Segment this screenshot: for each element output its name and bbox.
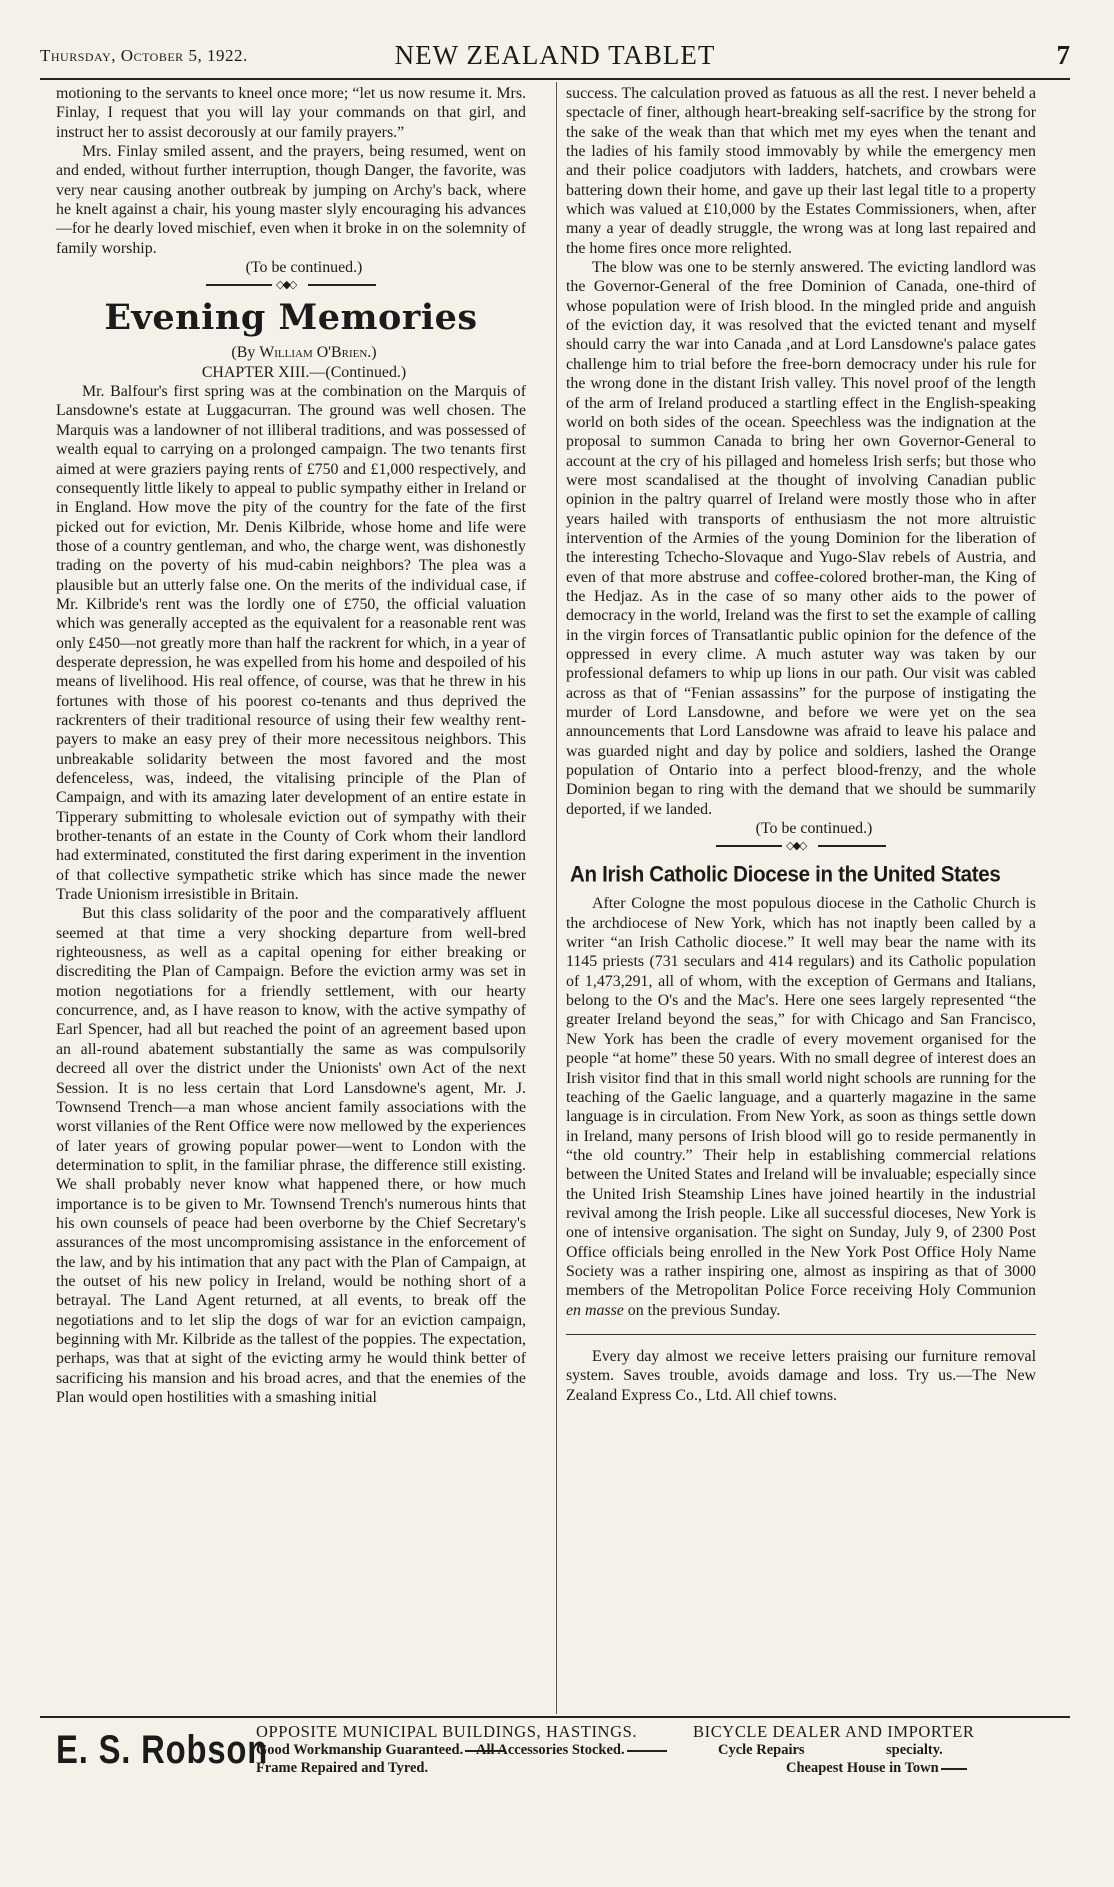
article-paragraph: success. The calculation proved as fatuous as all the rest. I never beheld a spectacle of finer, although heart-breaking self-sacrifice by the strong for the sake of the weak than that which met my eyes when the tenant and the ladies of his family stood immovably by while the emergency men and their police coadjutors with ladders, hatchets, and crowbars were battering down their home, and gave up their last legal title to a property which was valued at £10,000 by the Estates Commissioners, when, after many a year of deadly struggle, the wrong was at long last repaired and the home fires once more relighted.	[566, 85, 1036, 257]
chapter-heading: CHAPTER XIII.—(Continued.)	[201, 363, 407, 381]
footer-rule	[40, 1716, 1070, 1718]
section-ornament	[716, 840, 886, 852]
advert-cheapest	[786, 1760, 969, 1777]
serial-paragraph: motioning to the servants to kneel once more; “let us now resume it. Mrs. Finlay, I request that you will lay your commands on that girl, and instruct her to assist decorously at our family prayers.”	[56, 85, 526, 141]
byline-suffix: )	[371, 344, 377, 362]
ornament-rule	[308, 284, 376, 286]
right-column	[566, 84, 1036, 1405]
article-title-irish-diocese: An Irish Catholic Diocese in the United States	[570, 862, 1001, 888]
serial-paragraph: Mrs. Finlay smiled assent, and the prayers, being resumed, went on and ended, without further interruption, though Danger, the favorite, was very near causing another outbreak by jumping on Archy's back, where he knelt against a chair, his young master slyly encouraging his advances—for he dearly loved mischief, even when it broke in on the solemnity of family worship.	[56, 143, 526, 257]
byline-prefix: (By	[231, 344, 260, 362]
article-title-evening-memories: Evening Memories	[104, 297, 478, 339]
advertiser-trade: BICYCLE DEALER AND IMPORTER	[693, 1722, 975, 1741]
left-column	[56, 84, 526, 1407]
advert-accessories	[476, 1742, 669, 1759]
ornament-diamonds: ◇◆◇	[786, 840, 806, 853]
advert-guarantee-text: Good Workmanship Guaranteed.	[256, 1742, 464, 1758]
masthead-rule	[40, 78, 1070, 80]
ornament-rule	[716, 845, 782, 847]
page-number: 7	[1056, 40, 1070, 70]
advert-guarantee	[256, 1742, 507, 1759]
paragraph-italic: en masse	[566, 1301, 624, 1319]
masthead	[40, 38, 1070, 78]
byline	[56, 343, 526, 362]
ornament-diamonds: ◇◆◇	[276, 279, 296, 292]
issue-date: Thursday, October 5, 1922.	[40, 46, 248, 65]
advert-dash	[627, 1750, 667, 1752]
advert-dash	[941, 1768, 967, 1770]
advert-cheapest-text: Cheapest House in Town	[786, 1760, 939, 1776]
section-ornament	[206, 279, 376, 291]
article-paragraph: Mr. Balfour's first spring was at the combination on the Marquis of Lansdowne's estate at Luggacurran. The ground was well chosen. The Marquis was a landowner of not illiberal traditions, and was possessed of wealth equal to carrying on a prolonged campaign. The two tenants first aimed at were graziers paying rents of £750 and £1,000 respectively, and consequently little likely to appeal to public sympathy either in Ireland or in England. How move the pity of the country for the fate of the first picked out for eviction, Mr. Denis Kilbride, whose home and life were those of a country gentleman, and who, the charge went, was dishonestly trading on the poverty of his mud-cabin neighbors? The plea was a plausible but an utterly false one. On the merits of the individual case, if Mr. Kilbride's rent was the lordly one of £750, the official valuation which was generally accepted as the equivalent for a reasonable rent was only £450—not greatly more than half the rackrent for which, in a year of desperate depression, he was expelled from his home and despoiled of his means of livelihood. His real offence, of course, was that he threw in his fortunes with those of his poorest co-tenants and thus deprived the rackrenters of their traditional resource of using their few wealthy rent-payers to make an easy prey of their more necessitous neighbors. This unbreakable solidarity between the most favored and the most defenceless, was, indeed, the vitalising principle of the Plan of Campaign, and with its amazing later development of an entire estate in Tipperary submitting to wholesale eviction out of sympathy with their brother-tenants of an estate in the County of Cork whom their landlord had exterminated, constituted the first daring experiment in the invention of that collective sympathetic strike which has since made the newer Trade Unionism irresistible in Britain.	[56, 383, 526, 904]
paragraph-text: on the previous Sunday.	[623, 1301, 781, 1319]
article-paragraph: The blow was one to be sternly answered. The evicting landlord was the Governor-General of the free Dominion of Canada, one-third of whose population were of Irish blood. In the mingled pride and anguish of the eviction day, it was resolved that the evicted tenant and myself should carry the war into Canada ,and at Lord Lansdowne's palace gates challenge him to trial before the free-born democracy under his rule for the wrong done in the distant Irish valley. This novel proof of the length of the arm of Ireland produced a startling effect in the English-speaking world on both sides of the ocean. Speechless was the indignation at the proposal to summon Canada to bring her own Governor-General to account at the cry of his pillaged and homeless Irish serfs; but those who were most scandalised at the thought of involving Canadian public opinion in the paltry quarrel of Ireland were mostly those who in after years hailed with transports of enthusiasm the not more altruistic intervention of the Armies of the young Dominion for the liberation of the interesting Tchecho-Slovaque and Yugo-Slav rebels of Austria, and even of that more abstruse and coffee-colored brother-man, the King of the Hedjaz. As in the case of so many other aids to the power of democracy in the world, Ireland was the first to set the example of calling in the virgin forces of Transatlantic public opinion for the defence of the oppressed in every clime. A much astuter way was taken by our professional defamers to whip up lions in our path. Our visit was cabled across as that of “Fenian assassins” for the purpose of instigating the murder of Lord Lansdowne, and before we were yet on the sea announcements that Lord Lansdowne was afraid to leave his palace and was guarded night and day by police and soldiers, lashed the Orange population of Ontario into a perfect blood-frenzy, and the whole Dominion began to ring with the demand that we should be summarily deported, if we landed.	[566, 259, 1036, 818]
paragraph-text: After Cologne the most populous diocese in the Catholic Church is the archdiocese of New York, which has not inaptly been called by a writer “an Irish Catholic diocese.” It well may bear the name with its 1145 priests (731 seculars and 414 regulars) and its Catholic population of 1,473,291, all of whom, with the exception of Germans and Italians, belong to the O's and the Mac's. Here one sees largely represented “the greater Ireland beyond the seas,” for with Chicago and San Francisco, New York has been the cradle of every movement organised for the people “at home” these 50 years. With no small degree of interest does an Irish visitor find that in this small world night schools are running for the teaching of the Gaelic language, and a quarterly magazine in the same language is in circulation. From New York, as soon as things settle down in Ireland, many persons of Irish blood will go to reside permanently in “the old country.” Their help in establishing commercial relations between the United States and Ireland will be invaluable; especially since the United Irish Steamship Lines have joined heartily in the industrial revival among the Irish people. Like all successful dioceses, New York is one of intensive organisation. The sight on Sunday, July 9, of 2300 Post Office officials being enrolled in the New York Post Office Holy Name Society was a rather inspiring one, almost as inspiring as that of 3000 members of the Metropolitan Police Force receiving Holy Communion	[566, 895, 1036, 1300]
article-paragraph: But this class solidarity of the poor and the comparatively affluent seemed at that time a very shocking departure from well-bred righteousness, as well as a capital opening for either breaking or discrediting the Plan of Campaign. Before the eviction army was set in motion negotiations for a friendly settlement, with our hearty concurrence, and, as I have reason to know, with the active sympathy of Earl Spencer, had all but reached the point of an agreement based upon an all-round abatement substantially the same as was compulsorily decreed all over the district under the Unionists' own Act of the next Session. It is no less certain that Lord Lansdowne's agent, Mr. J. Townsend Trench—a man whose ancient family associations with the worst villanies of the Rent Office were now mellowed by the experiences of later years of growing popular power—went to London with the determination to split, in the familiar phrase, the difference still existing. We shall probably never know what happened there, or how much importance is to be given to Mr. Townsend Trench's numerous hints that his own counsels of peace had been overborne by the Chief Secretary's assurances of the most uncompromising assistance in the enforcement of the law, and by his intimation that any pact with the Plan of Campaign, at the outset of his new policy in Ireland, would be nothing short of a betrayal. The Land Agent returned, at all events, to break off the negotiations and to let slip the dogs of war for an eviction campaign, beginning with Mr. Kilbride as the tallest of the poppies. The expectation, perhaps, was that at sight of the evicting army he would think better of sacrificing his mansion and his broad acres, and that the enemies of the Plan would open hostilities with a smashing initial	[56, 905, 526, 1406]
article-paragraph	[566, 894, 1036, 1320]
ornament-rule	[818, 845, 886, 847]
advertisement-notice: Every day almost we receive letters praising our furniture removal system. Saves trouble, avoids damage and loss. Try us.—The New Zealand Express Co., Ltd. All chief towns.	[566, 1347, 1036, 1404]
newspaper-title: NEW ZEALAND TABLET	[394, 40, 716, 70]
advertisement-banner	[56, 1722, 1066, 1780]
article-to-be-continued: (To be continued.)	[755, 820, 873, 838]
ornament-rule	[206, 284, 272, 286]
advertiser-name: E. S. Robson	[56, 1728, 269, 1772]
advert-cycle-repairs: Cycle Repairs	[718, 1742, 805, 1758]
notice-rule	[566, 1334, 1036, 1335]
byline-author: William O'Brien.	[259, 344, 372, 362]
advertiser-address: OPPOSITE MUNICIPAL BUILDINGS, HASTINGS.	[256, 1722, 638, 1741]
column-divider	[556, 82, 557, 1714]
serial-to-be-continued: (To be continued.)	[245, 259, 363, 277]
advert-frame: Frame Repaired and Tyred.	[256, 1760, 429, 1776]
advert-specialty: specialty.	[886, 1742, 943, 1758]
advert-accessories-text: All Accessories Stocked.	[476, 1742, 625, 1758]
